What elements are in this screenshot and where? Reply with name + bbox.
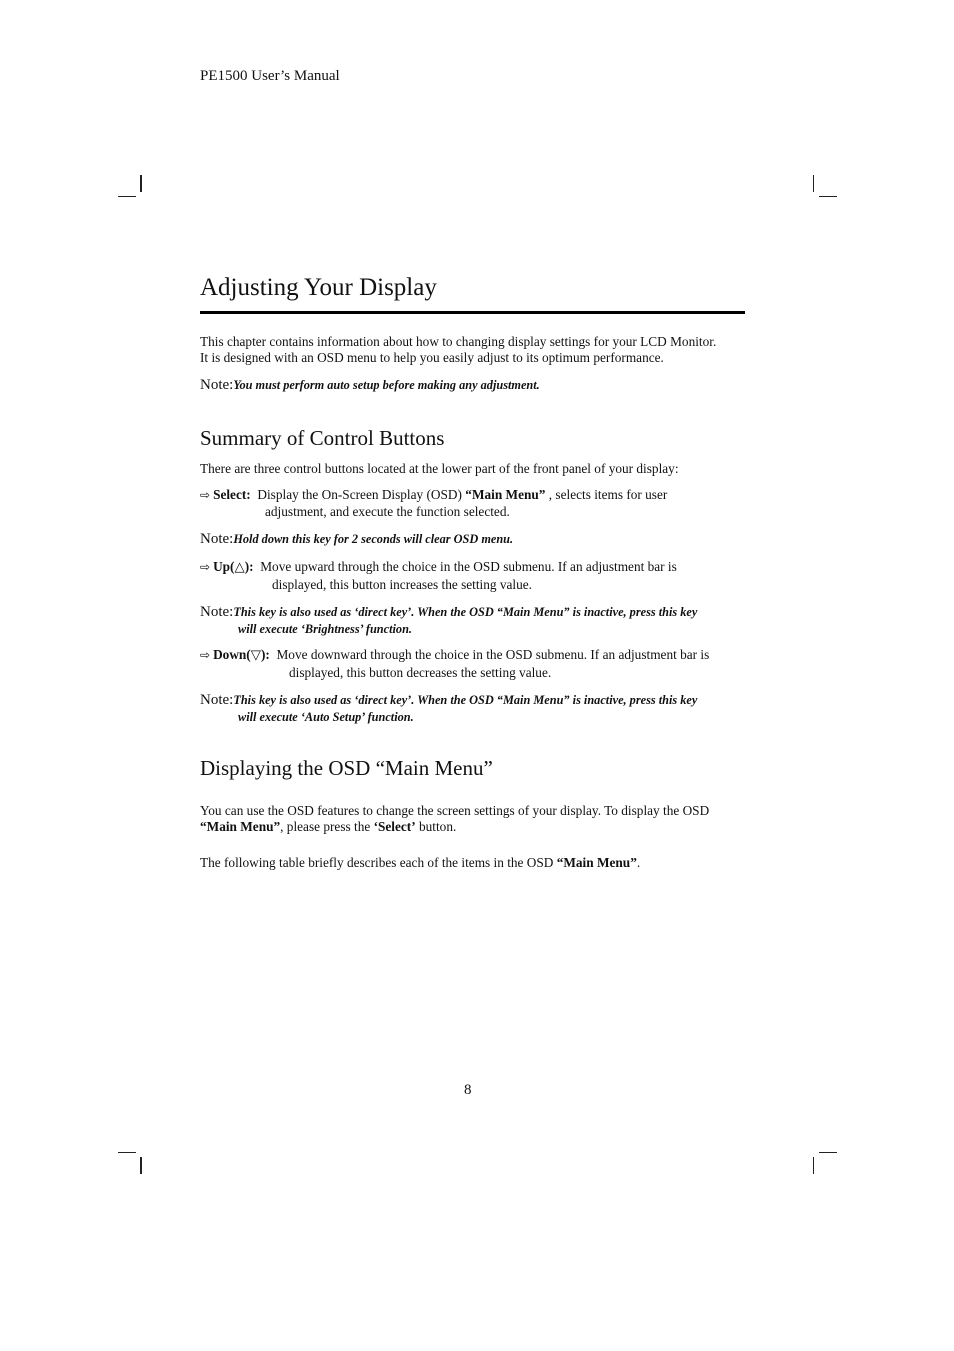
up-button-item: [200, 558, 760, 576]
osd-text: , please press the: [280, 819, 374, 834]
select-desc-1: Display the On-Screen Display (OSD): [257, 487, 466, 502]
crop-mark-top-left-v: [140, 175, 142, 192]
osd-heading: Displaying the OSD “Main Menu”: [200, 756, 493, 780]
intro-line-1: This chapter contains information about how to changing display settings for your LCD Monitor.: [200, 334, 717, 349]
up-key-label: Up(△):: [213, 559, 254, 574]
crop-mark-top-right-v: [813, 175, 814, 192]
down-key-label: Down(▽):: [213, 647, 270, 662]
select-button-item: [200, 486, 760, 504]
osd-paragraph-1-line-1: You can use the OSD features to change the screen settings of your display. To display the OSD: [200, 803, 710, 818]
right-arrow-icon: ⇨: [200, 488, 211, 502]
note-label: Note:: [200, 692, 234, 708]
up-desc-cont: displayed, this button increases the setting value.: [272, 577, 532, 592]
note-up: [200, 603, 760, 621]
note-select: [200, 530, 760, 548]
osd-bold-select: ‘Select’: [373, 819, 416, 834]
note-label: Note:: [200, 604, 234, 620]
note-label: Note:: [200, 377, 234, 393]
down-button-item: [200, 646, 760, 664]
note-auto-setup: [200, 376, 760, 394]
right-arrow-icon: ⇨: [200, 560, 211, 574]
osd-bold-main-menu: “Main Menu”: [556, 855, 637, 870]
page-number: 8: [464, 1082, 472, 1098]
right-arrow-icon: ⇨: [200, 648, 211, 662]
note-down: [200, 691, 760, 709]
summary-heading: Summary of Control Buttons: [200, 426, 445, 450]
crop-mark-bottom-right-v: [813, 1157, 814, 1174]
crop-mark-top-right-h: [819, 196, 837, 197]
running-head: PE1500 User’s Manual: [200, 68, 340, 84]
intro-line-2: It is designed with an OSD menu to help you easily adjust to its optimum performance.: [200, 350, 664, 365]
select-desc-cont: adjustment, and execute the function selected.: [265, 504, 510, 519]
crop-mark-bottom-left-h: [118, 1152, 136, 1153]
osd-text: The following table briefly describes each of the items in the OSD: [200, 855, 557, 870]
chapter-title: Adjusting Your Display: [200, 274, 437, 301]
note-text: This key is also used as ‘direct key’. When the OSD “Main Menu” is inactive, press this key: [233, 605, 698, 619]
note-text: You must perform auto setup before making any adjustment.: [233, 378, 540, 392]
down-desc: Move downward through the choice in the OSD submenu. If an adjustment bar is: [276, 647, 710, 662]
select-desc-2: , selects items for user: [545, 487, 668, 502]
note-label: Note:: [200, 531, 234, 547]
select-desc-bold: “Main Menu”: [465, 487, 546, 502]
select-key-label: Select:: [213, 487, 251, 502]
down-desc-cont: displayed, this button decreases the setting value.: [289, 665, 552, 680]
crop-mark-bottom-right-h: [819, 1152, 837, 1153]
crop-mark-top-left-h: [118, 196, 136, 197]
note-up-cont: will execute ‘Brightness’ function.: [238, 622, 412, 636]
title-rule: [200, 311, 745, 314]
osd-paragraph-2: [200, 854, 760, 871]
crop-mark-bottom-left-v: [140, 1157, 142, 1174]
note-down-cont: will execute ‘Auto Setup’ function.: [238, 710, 414, 724]
summary-intro: There are three control buttons located at the lower part of the front panel of your display:: [200, 461, 679, 476]
osd-bold-main-menu: “Main Menu”: [200, 819, 281, 834]
note-text: This key is also used as ‘direct key’. When the OSD “Main Menu” is inactive, press this key: [233, 693, 698, 707]
osd-text: button.: [415, 819, 457, 834]
note-text: Hold down this key for 2 seconds will clear OSD menu.: [233, 532, 514, 546]
up-desc: Move upward through the choice in the OSD submenu. If an adjustment bar is: [260, 559, 677, 574]
osd-text: .: [636, 855, 641, 870]
osd-paragraph-1-line-2: [200, 818, 760, 835]
